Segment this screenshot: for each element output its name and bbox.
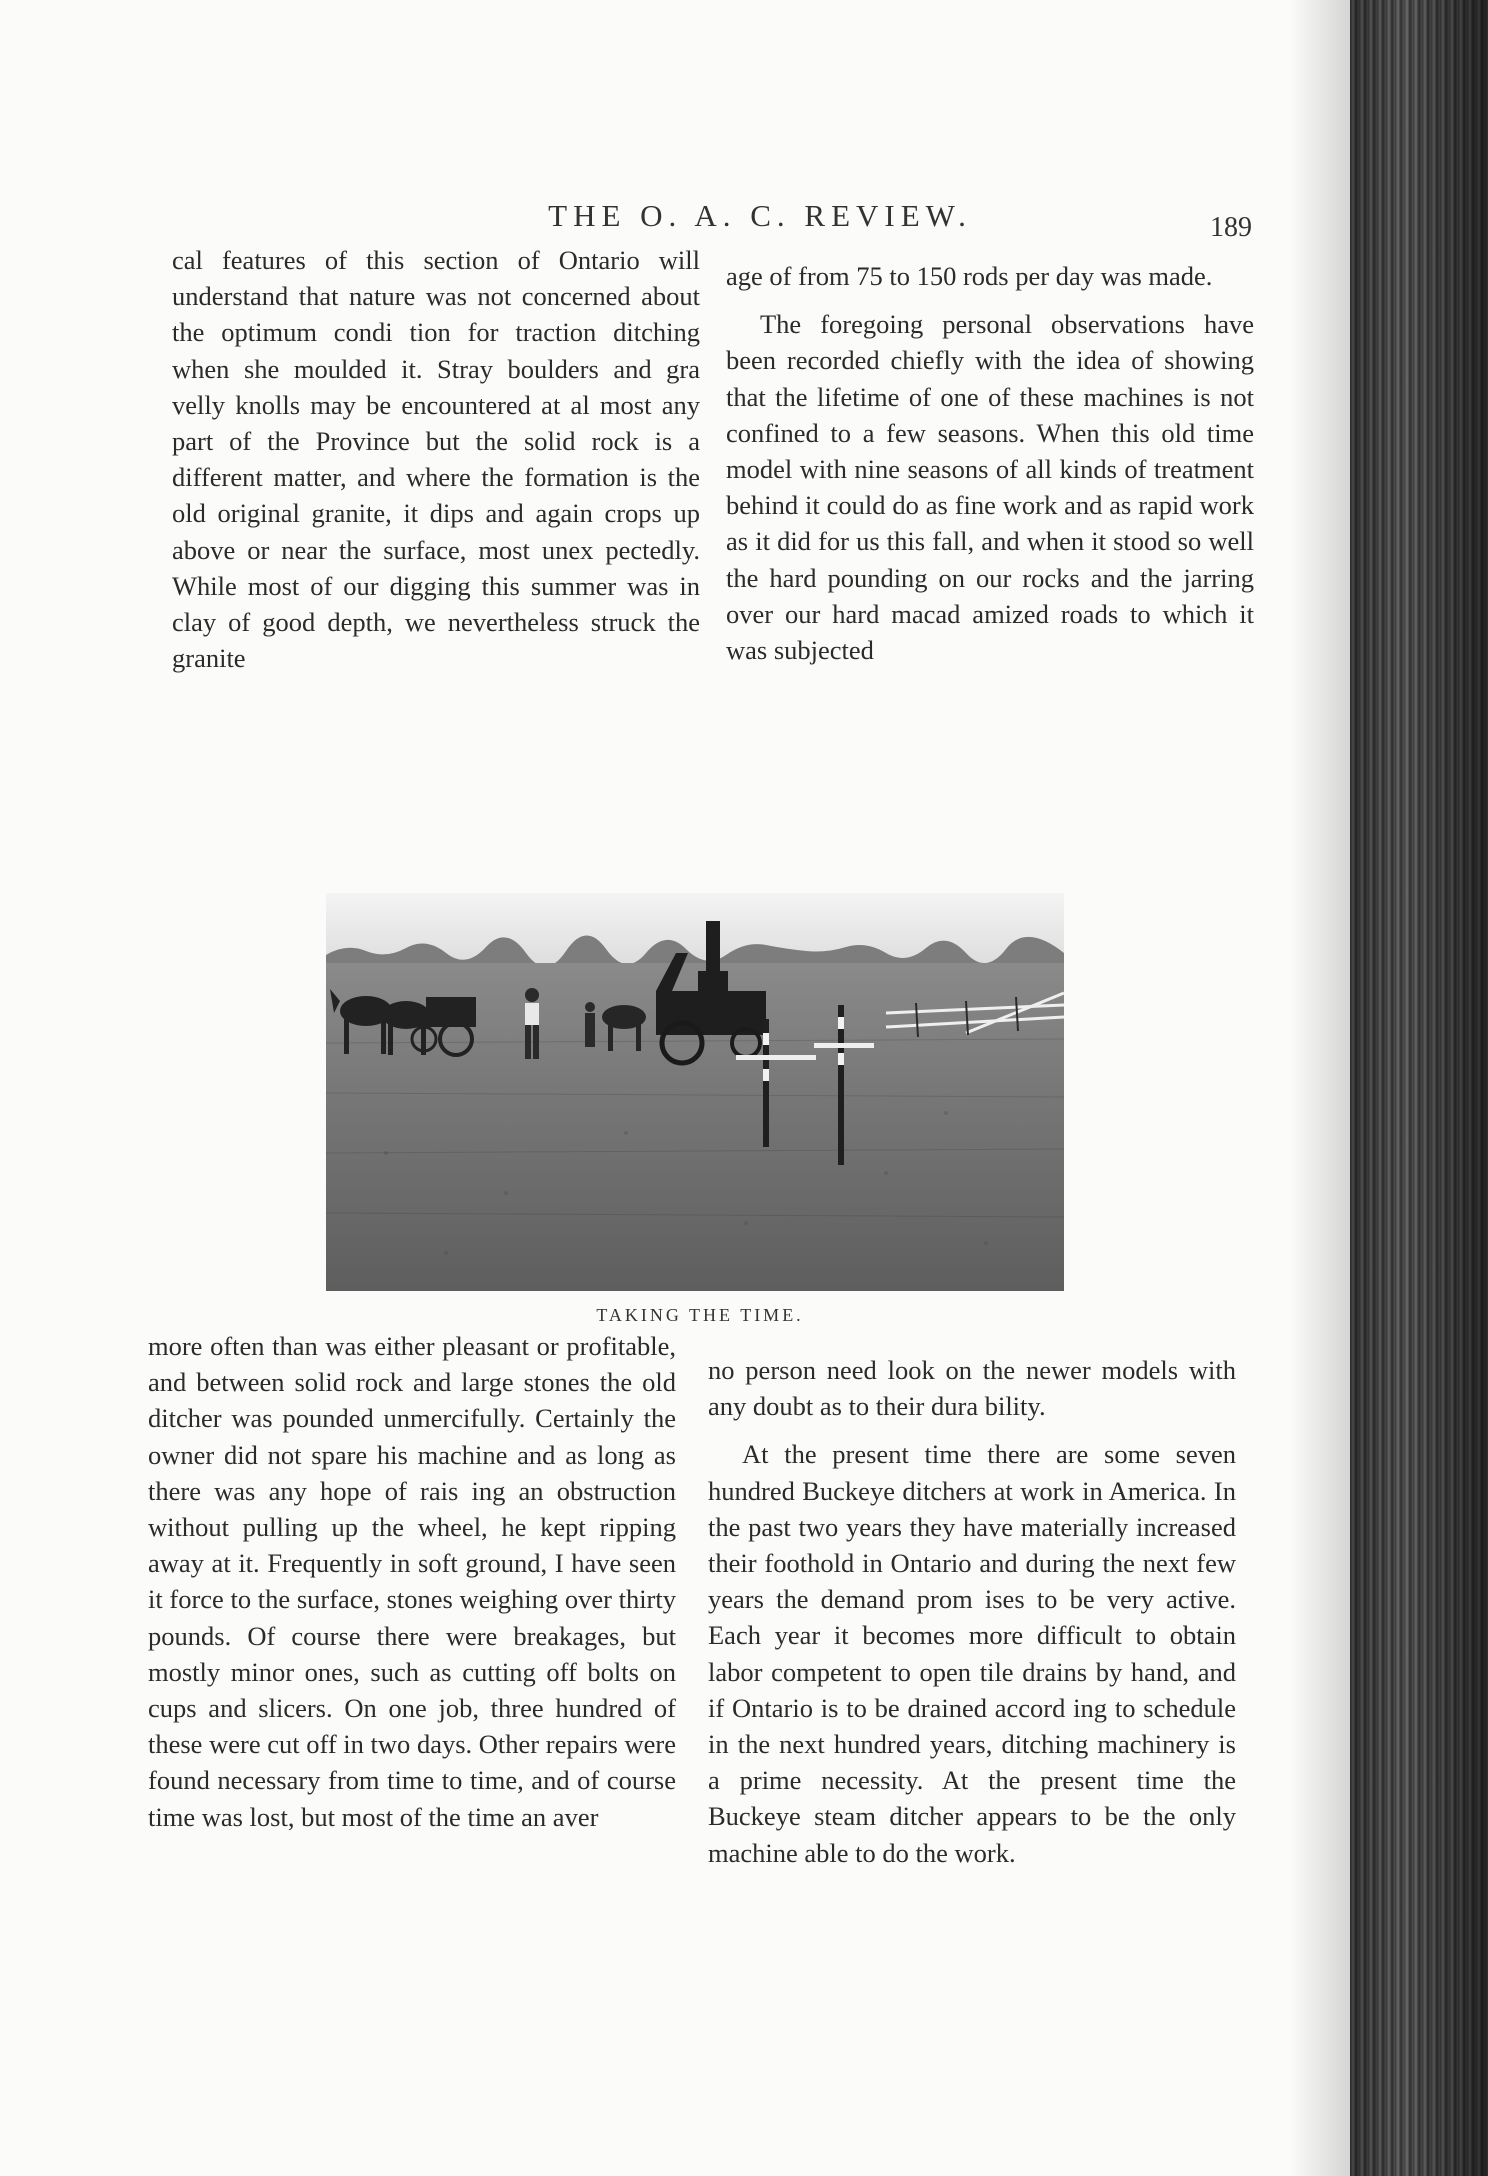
book-fore-edge — [1350, 0, 1488, 2176]
page-number: 189 — [1210, 212, 1252, 243]
running-title: THE O. A. C. REVIEW. — [548, 198, 972, 233]
column-bottom-right — [708, 1352, 1236, 1871]
paragraph: The foregoing personal observations have been recorded chiefly with the idea of showing that the lifetime of one of these machines is not confined to a few seasons. When this old time model with nine seasons of all kinds of treatment behind it could do as fine work and as rapid work as it did for us this fall, and when it stood so well the hard pounding on our rocks and the jarring over our hard macad amized roads to which it was subjected — [726, 309, 1254, 666]
paragraph: At the present time there are some seven hundred Buckeye ditchers at work in America. In the past two years they have materially increased their foothold in Ontario and during the next few years the demand prom ises to be very active. Each year it becomes more difficult to obtain labor competent to open tile drains by hand, and if Ontario is to be drained accord ing to schedule in the next hundred years, ditching machinery is a prime necessity. At the present time the Buckeye steam ditcher appears to be the only machine able to do the work. — [708, 1439, 1236, 1868]
paragraph: cal features of this section of Ontario will understand that nature was not concerned about the optimum condi tion for traction ditching when she moulded it. Stray boulders and gra velly knolls may be encountered at al most any part of the Province but the solid rock is a different matter, and where the formation is the old original granite, it dips and again crops up above or near the surface, most unex pectedly. While most of our digging this summer was in clay of good depth, we nevertheless struck the granite — [172, 245, 700, 674]
paragraph: more often than was either pleasant or profitable, and between solid rock and large stones the old ditcher was pounded unmercifully. Certainly the owner did not spare his machine and as long as there was any hope of rais ing an obstruction without pulling up the wheel, he kept ripping away at it. Frequently in soft ground, I have seen it force to the surface, stones weighing over thirty pounds. Of course there were breakages, but mostly minor ones, such as cutting off bolts on cups and slicers. On one job, three hundred of these were cut off in two days. Other repairs were found necessary from time to time, and of course time was lost, but most of the time an aver — [148, 1331, 676, 1832]
column-bottom-left — [148, 1328, 676, 1835]
figure-caption: TAKING THE TIME. — [596, 1305, 804, 1325]
fore-edge-shading — [1350, 0, 1488, 2176]
paragraph: age of from 75 to 150 rods per day was made. — [726, 261, 1213, 291]
paragraph: no person need look on the newer models with any doubt as to their dura bility. — [708, 1355, 1236, 1422]
column-top-left — [172, 242, 700, 676]
photograph — [326, 893, 1064, 1291]
page-gutter-shadow — [1290, 0, 1350, 2176]
photo-illustration — [326, 893, 1064, 1291]
column-top-right — [726, 258, 1254, 668]
